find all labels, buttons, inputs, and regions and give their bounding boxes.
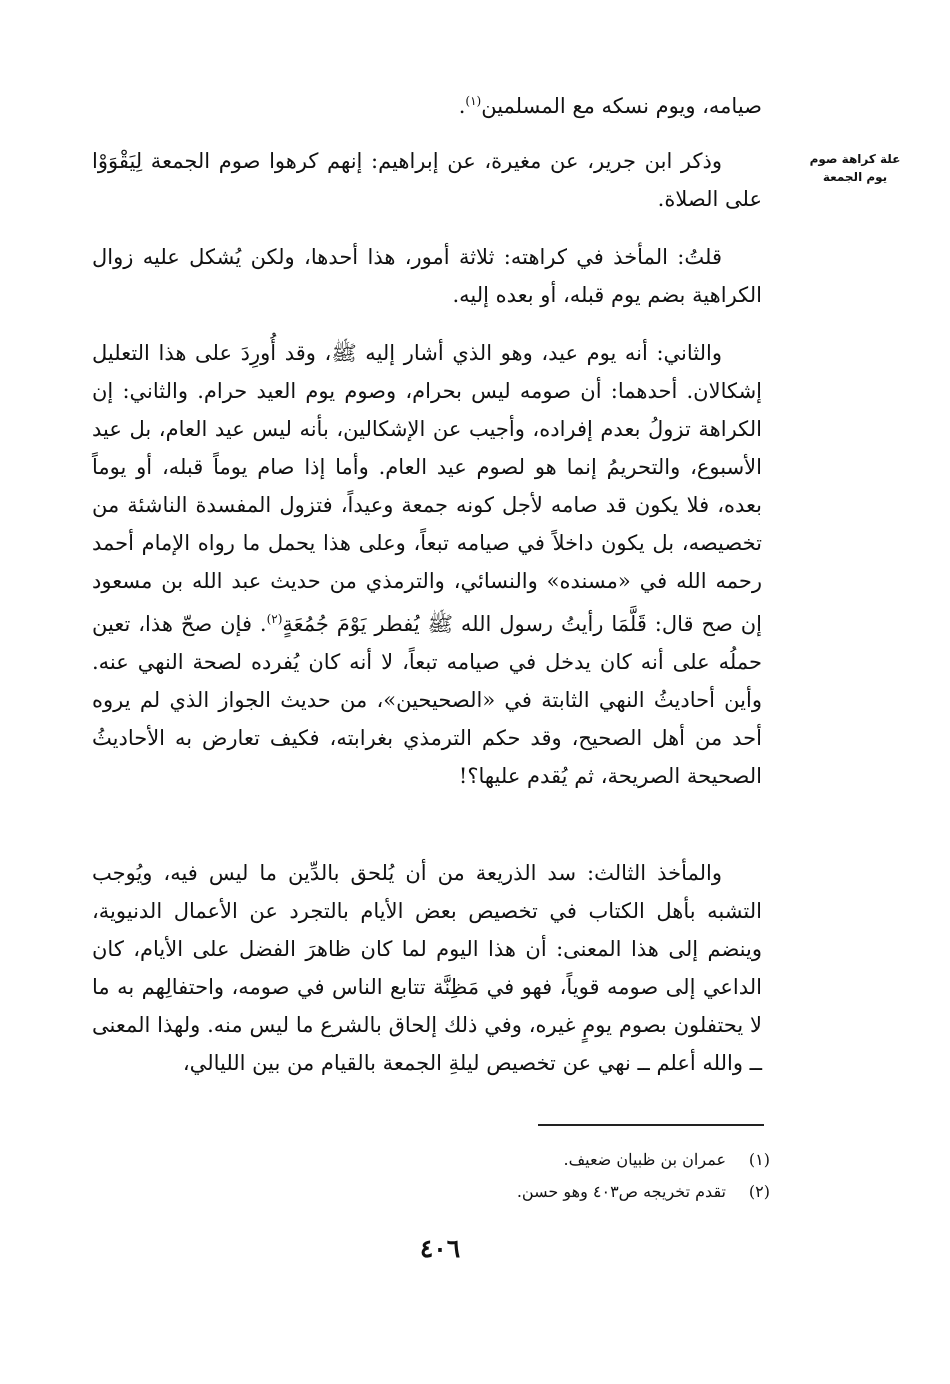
paragraph-text: وذكر ابن جرير، عن مغيرة، عن إبراهيم: إنهم كرهوا صوم الجمعة لِيَقْوَوْا على الصلاة. bbox=[92, 149, 762, 211]
footnote-number: (٢) bbox=[748, 1182, 770, 1201]
paragraph-third-reason bbox=[92, 854, 762, 1082]
footnote-ref: (٢) bbox=[266, 612, 283, 626]
footnote-divider bbox=[538, 1124, 764, 1126]
footnote-ref: (١) bbox=[465, 94, 482, 108]
paragraph-text: قلتُ: المأخذ في كراهته: ثلاثة أمور، هذا أحدها، ولكن يُشكل عليه زوال الكراهية بضم يوم قبله، أو بعده إليه. bbox=[92, 245, 762, 307]
paragraph-text: صيامه، ويوم نسكه مع المسلمين bbox=[481, 94, 762, 118]
paragraph-continuation bbox=[92, 82, 762, 125]
footnote bbox=[400, 1176, 770, 1208]
footnote-number: (١) bbox=[748, 1150, 770, 1169]
footnote-text: عمران بن ظبيان ضعيف. bbox=[563, 1150, 726, 1169]
footnote bbox=[400, 1144, 770, 1176]
paragraph-ibn-jarir bbox=[92, 142, 762, 218]
margin-note: علة كراهة صوم يوم الجمعة bbox=[809, 152, 901, 184]
page-number: ٤٠٦ bbox=[419, 1234, 461, 1263]
paragraph-text-cont: . فإن صحّ هذا، تعين حملُه على أنه كان يدخل في صيامه تبعاً، لا أنه كان يُفرده لصحة النهي عنه. وأين أحاديثُ النهي الثابتة في «الصحيحين»، من حديث الجواز الذي لم يروه أحد من أهل الصحيح، وقد حكم الترمذي بغرابته، فكيف تعارض به الأحاديثُ الصحيحة الصريحة، ثم يُقدم عليها؟! bbox=[92, 612, 762, 788]
footnotes bbox=[400, 1144, 770, 1208]
paragraph-second-reason bbox=[92, 334, 762, 795]
paragraph-text: والثاني: أنه يوم عيد، وهو الذي أشار إليه ﷺ، وقد أُورِدَ على هذا التعليل إشكالان. أحدهما: أن صومه ليس بحرام، وصوم يوم العيد حرام. والثاني: إن الكراهة تزولُ بعدم إفراده، وأجيب عن الإشكالين، بأنه ليس عيد العام، بل عيد الأسبوع، والتحريمُ إنما هو لصوم عيد العام. وأما إذا صام يوماً قبله، أو يوماً بعده، فلا يكون قد صامه لأجل كونه جمعة وعيداً، فتزول المفسدة الناشئة من تخصيصه، بل يكون داخلاً في صيامه تبعاً، وعلى هذا يحمل ما رواه الإمام أحمد رحمه الله في «مسنده» والنسائي، والترمذي من حديث عبد الله بن مسعود إن صح قال: قَلَّمَا رأيتُ رسول الله ﷺ يُفطر يَوْمَ جُمُعَةٍ bbox=[92, 341, 762, 636]
footnote-text: تقدم تخريجه ص٤٠٣ وهو حسن. bbox=[516, 1182, 726, 1201]
paragraph-text: والمأخذ الثالث: سد الذريعة من أن يُلحق بالدِّين ما ليس فيه، ويُوجب التشبه بأهل الكتاب في تخصيص بعض الأيام بالتجرد عن الأعمال الدنيوية، وينضم إلى هذا المعنى: أن هذا اليوم لما كان ظاهرَ الفضل على الأيام، كان الداعي إلى صومه قوياً، فهو في مَظِنَّة تتابع الناس في صومه، واحتفالِهم به ما لا يحتفلون بصوم يومٍ غيره، وفي ذلك إلحاق بالشرع ما ليس منه. ولهذا المعنى ــ والله أعلم ــ نهي عن تخصيص ليلةِ الجمعة بالقيام من بين الليالي، bbox=[92, 861, 762, 1075]
paragraph-end: . bbox=[458, 94, 466, 118]
paragraph-first-reason bbox=[92, 238, 762, 314]
